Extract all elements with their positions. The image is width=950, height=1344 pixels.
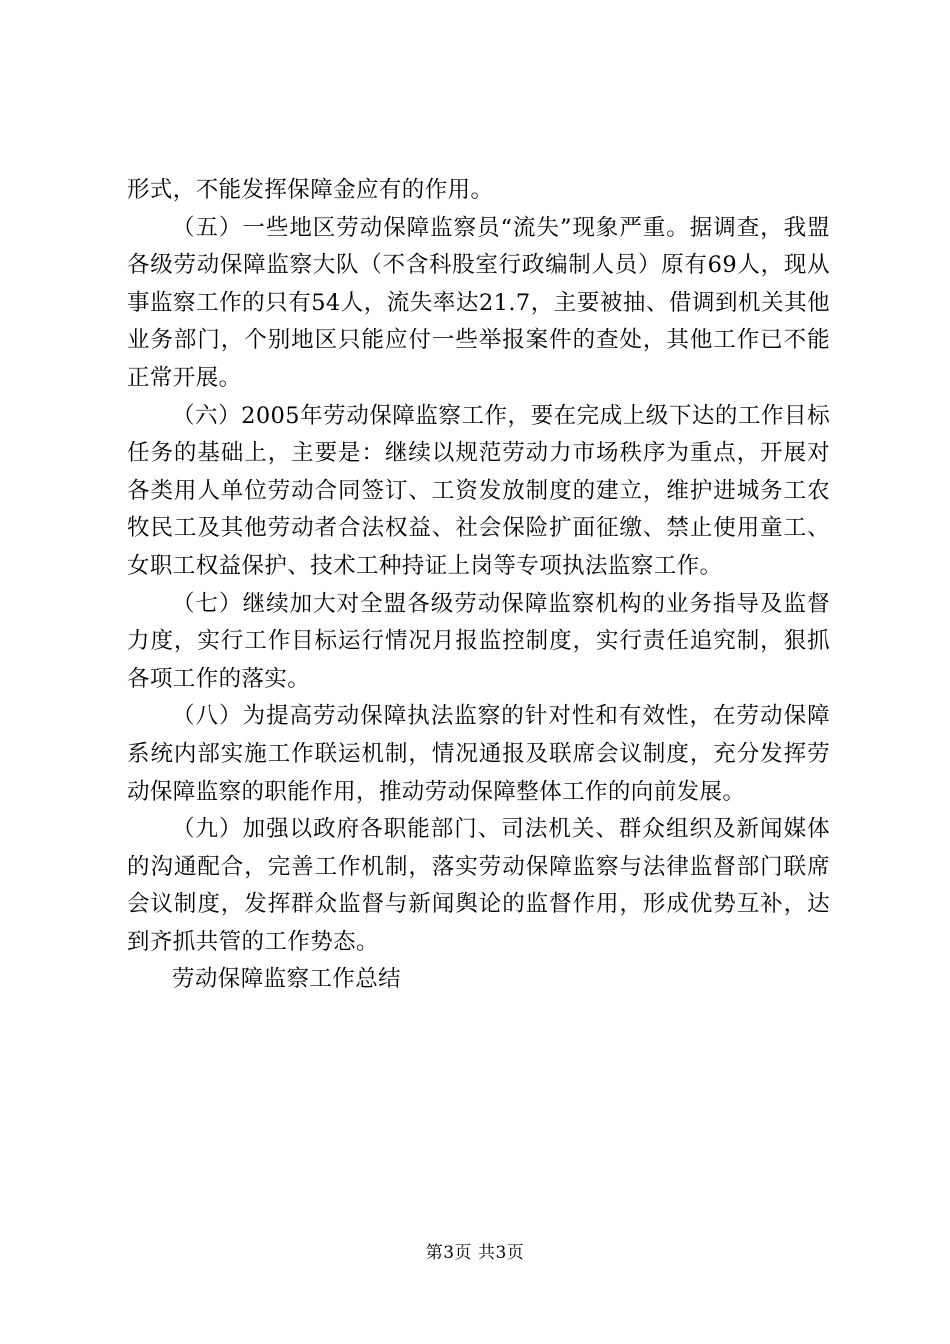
paragraph-item-8: （八）为提高劳动保障执法监察的针对性和有效性，在劳动保障系统内部实施工作联运机制，情况通报及联席会议制度，充分发挥劳动保障监察的职能作用，推动劳动保障整体工作的向前发展。 bbox=[127, 703, 830, 805]
closing-title: 劳动保障监察工作总结 bbox=[172, 966, 402, 993]
paragraph-continuation: 形式，不能发挥保障金应有的作用。 bbox=[127, 177, 494, 203]
paragraph-item-5: （五）一些地区劳动保障监察员“流失”现象严重。据调查，我盟各级劳动保障监察大队（不含科股室行政编制人员）原有69人，现从事监察工作的只有54人，流失率达21.7，主要被抽、借调到机关其他业务部门，个别地区只能应付一些举报案件的查处，其他工作已不能正常开展。 bbox=[127, 214, 830, 391]
paragraph-item-7: （七）继续加大对全盟各级劳动保障监察机构的业务指导及监督力度，实行工作目标运行情况月报监控制度，实行责任追究制，狠抓各项工作的落实。 bbox=[127, 590, 830, 692]
page-number-footer: 第3页 共3页 bbox=[425, 1243, 525, 1263]
document-body bbox=[127, 172, 830, 999]
paragraph-item-6: （六）2005年劳动保障监察工作，要在完成上级下达的工作目标任务的基础上，主要是：继续以规范劳动力市场秩序为重点，开展对各类用人单位劳动合同签订、工资发放制度的建立，维护进城务工农牧民工及其他劳动者合法权益、社会保险扩面征缴、禁止使用童工、女职工权益保护、技术工种持证上岗等专项执法监察工作。 bbox=[127, 402, 830, 579]
paragraph-item-9: （九）加强以政府各职能部门、司法机关、群众组织及新闻媒体的沟通配合，完善工作机制，落实劳动保障监察与法律监督部门联席会议制度，发挥群众监督与新闻舆论的监督作用，形成优势互补，达到齐抓共管的工作势态。 bbox=[127, 816, 830, 955]
